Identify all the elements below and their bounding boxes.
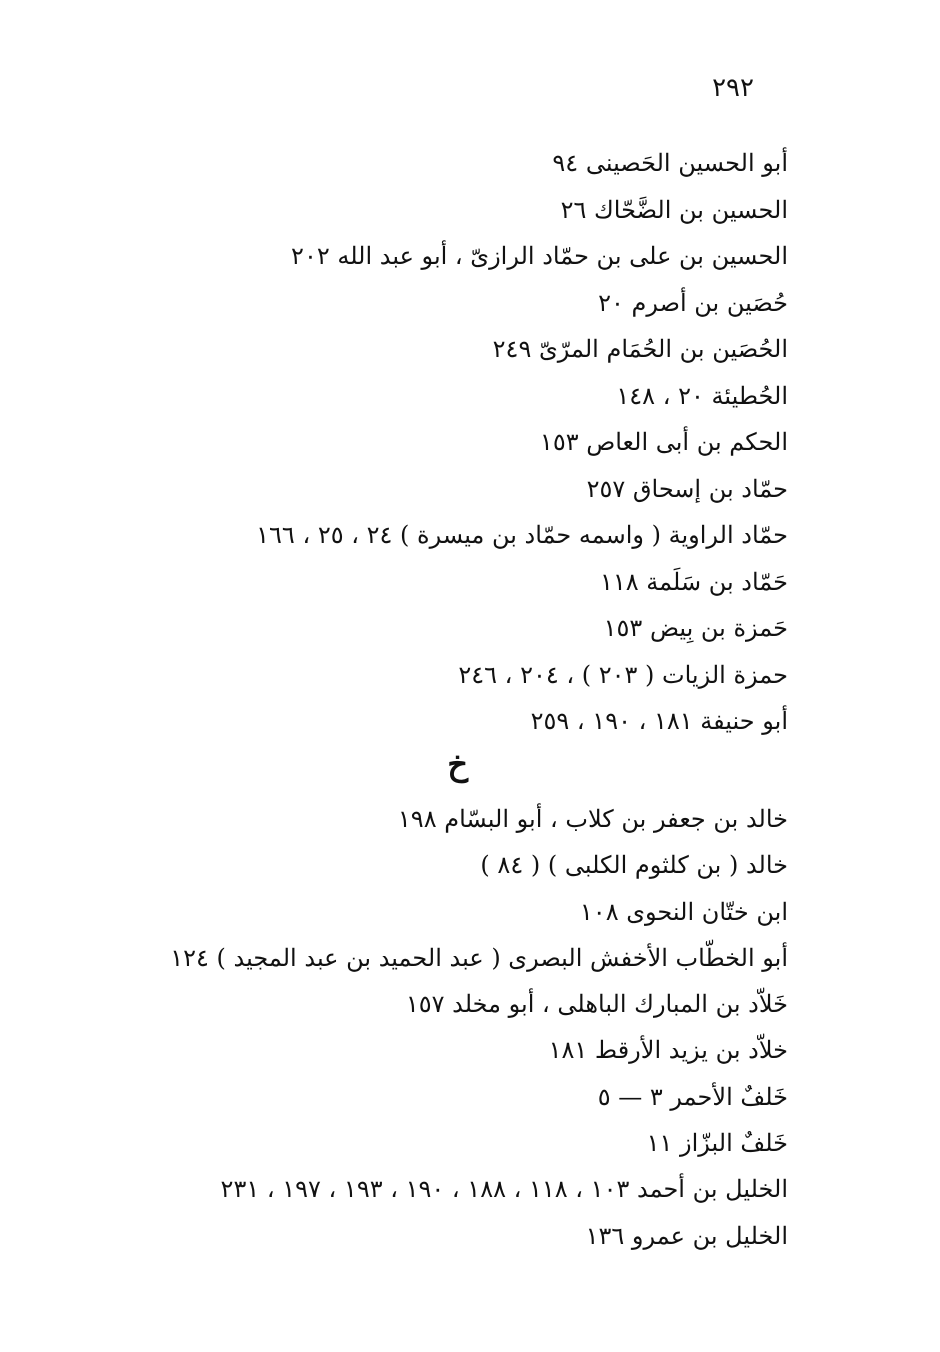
index-entry: الحسين بن الضَّحّاك ٢٦ (560, 195, 788, 224)
index-entry: الحكم بن أبى العاص ١٥٣ (539, 428, 788, 456)
index-entry: حمزة الزيات ( ٢٠٣ ) ، ٢٠٤ ، ٢٤٦ (458, 660, 788, 689)
index-entry: الحُصَين بن الحُمَام المرّىّ ٢٤٩ (492, 335, 788, 363)
index-list-before (148, 140, 788, 745)
index-entry: حمّاد الراوية ( واسمه حمّاد بن ميسرة ) ٢٤ ، ٢٥ ، ١٦٦ (256, 521, 788, 549)
index-entry: خلاّد بن يزيد الأرقط ١٨١ (548, 1036, 788, 1065)
index-entry: الحسين بن على بن حمّاد الرازىّ ، أبو عبد الله ٢٠٢ (291, 242, 788, 270)
index-entry: الخليل بن أحمد ١٠٣ ، ١١٨ ، ١٨٨ ، ١٩٠ ، ١٩٣ ، ١٩٧ ، ٢٣١ (220, 1175, 788, 1204)
index-entry: أبو الحسين الحَصينى ٩٤ (552, 149, 788, 177)
index-entry: الخليل بن عمرو ١٣٦ (585, 1221, 788, 1250)
index-entry: حُصَين بن أصرم ٢٠ (598, 288, 788, 317)
index-entry: الحُطيئة ٢٠ ، ١٤٨ (616, 381, 788, 410)
index-entry: أبو حنيفة ١٨١ ، ١٩٠ ، ٢٥٩ (530, 707, 788, 735)
index-list-after (148, 796, 788, 1259)
index-entry: ابن ختّان النحوى ١٠٨ (579, 897, 788, 926)
index-entry: خالد بن جعفر بن كلاب ، أبو البسّام ١٩٨ (397, 805, 788, 833)
index-entry: خَلفٌ الأحمر ٣ — ٥ (597, 1082, 788, 1111)
index-entry: حمّاد بن إسحاق ٢٥٧ (586, 474, 788, 503)
index-entry: حَمّاد بن سَلَمة ١١٨ (599, 567, 788, 596)
index-entry: خَلاّد بن المبارك الباهلى ، أبو مخلد ١٥٧ (405, 990, 788, 1019)
index-entry: خالد ( بن كلثوم الكلبى ) ( ٨٤ ) (480, 851, 788, 880)
index-entry: أبو الخطّاب الأخفش البصرى ( عبد الحميد بن عبد المجيد ) ١٢٤ (170, 943, 788, 972)
page-number: ٢٩٢ (712, 73, 754, 103)
section-heading-letter: خ (447, 745, 468, 783)
index-entry: خَلفٌ البزّاز ١١ (646, 1129, 788, 1158)
index-entry: حَمزة بن بِيض ١٥٣ (603, 614, 788, 642)
